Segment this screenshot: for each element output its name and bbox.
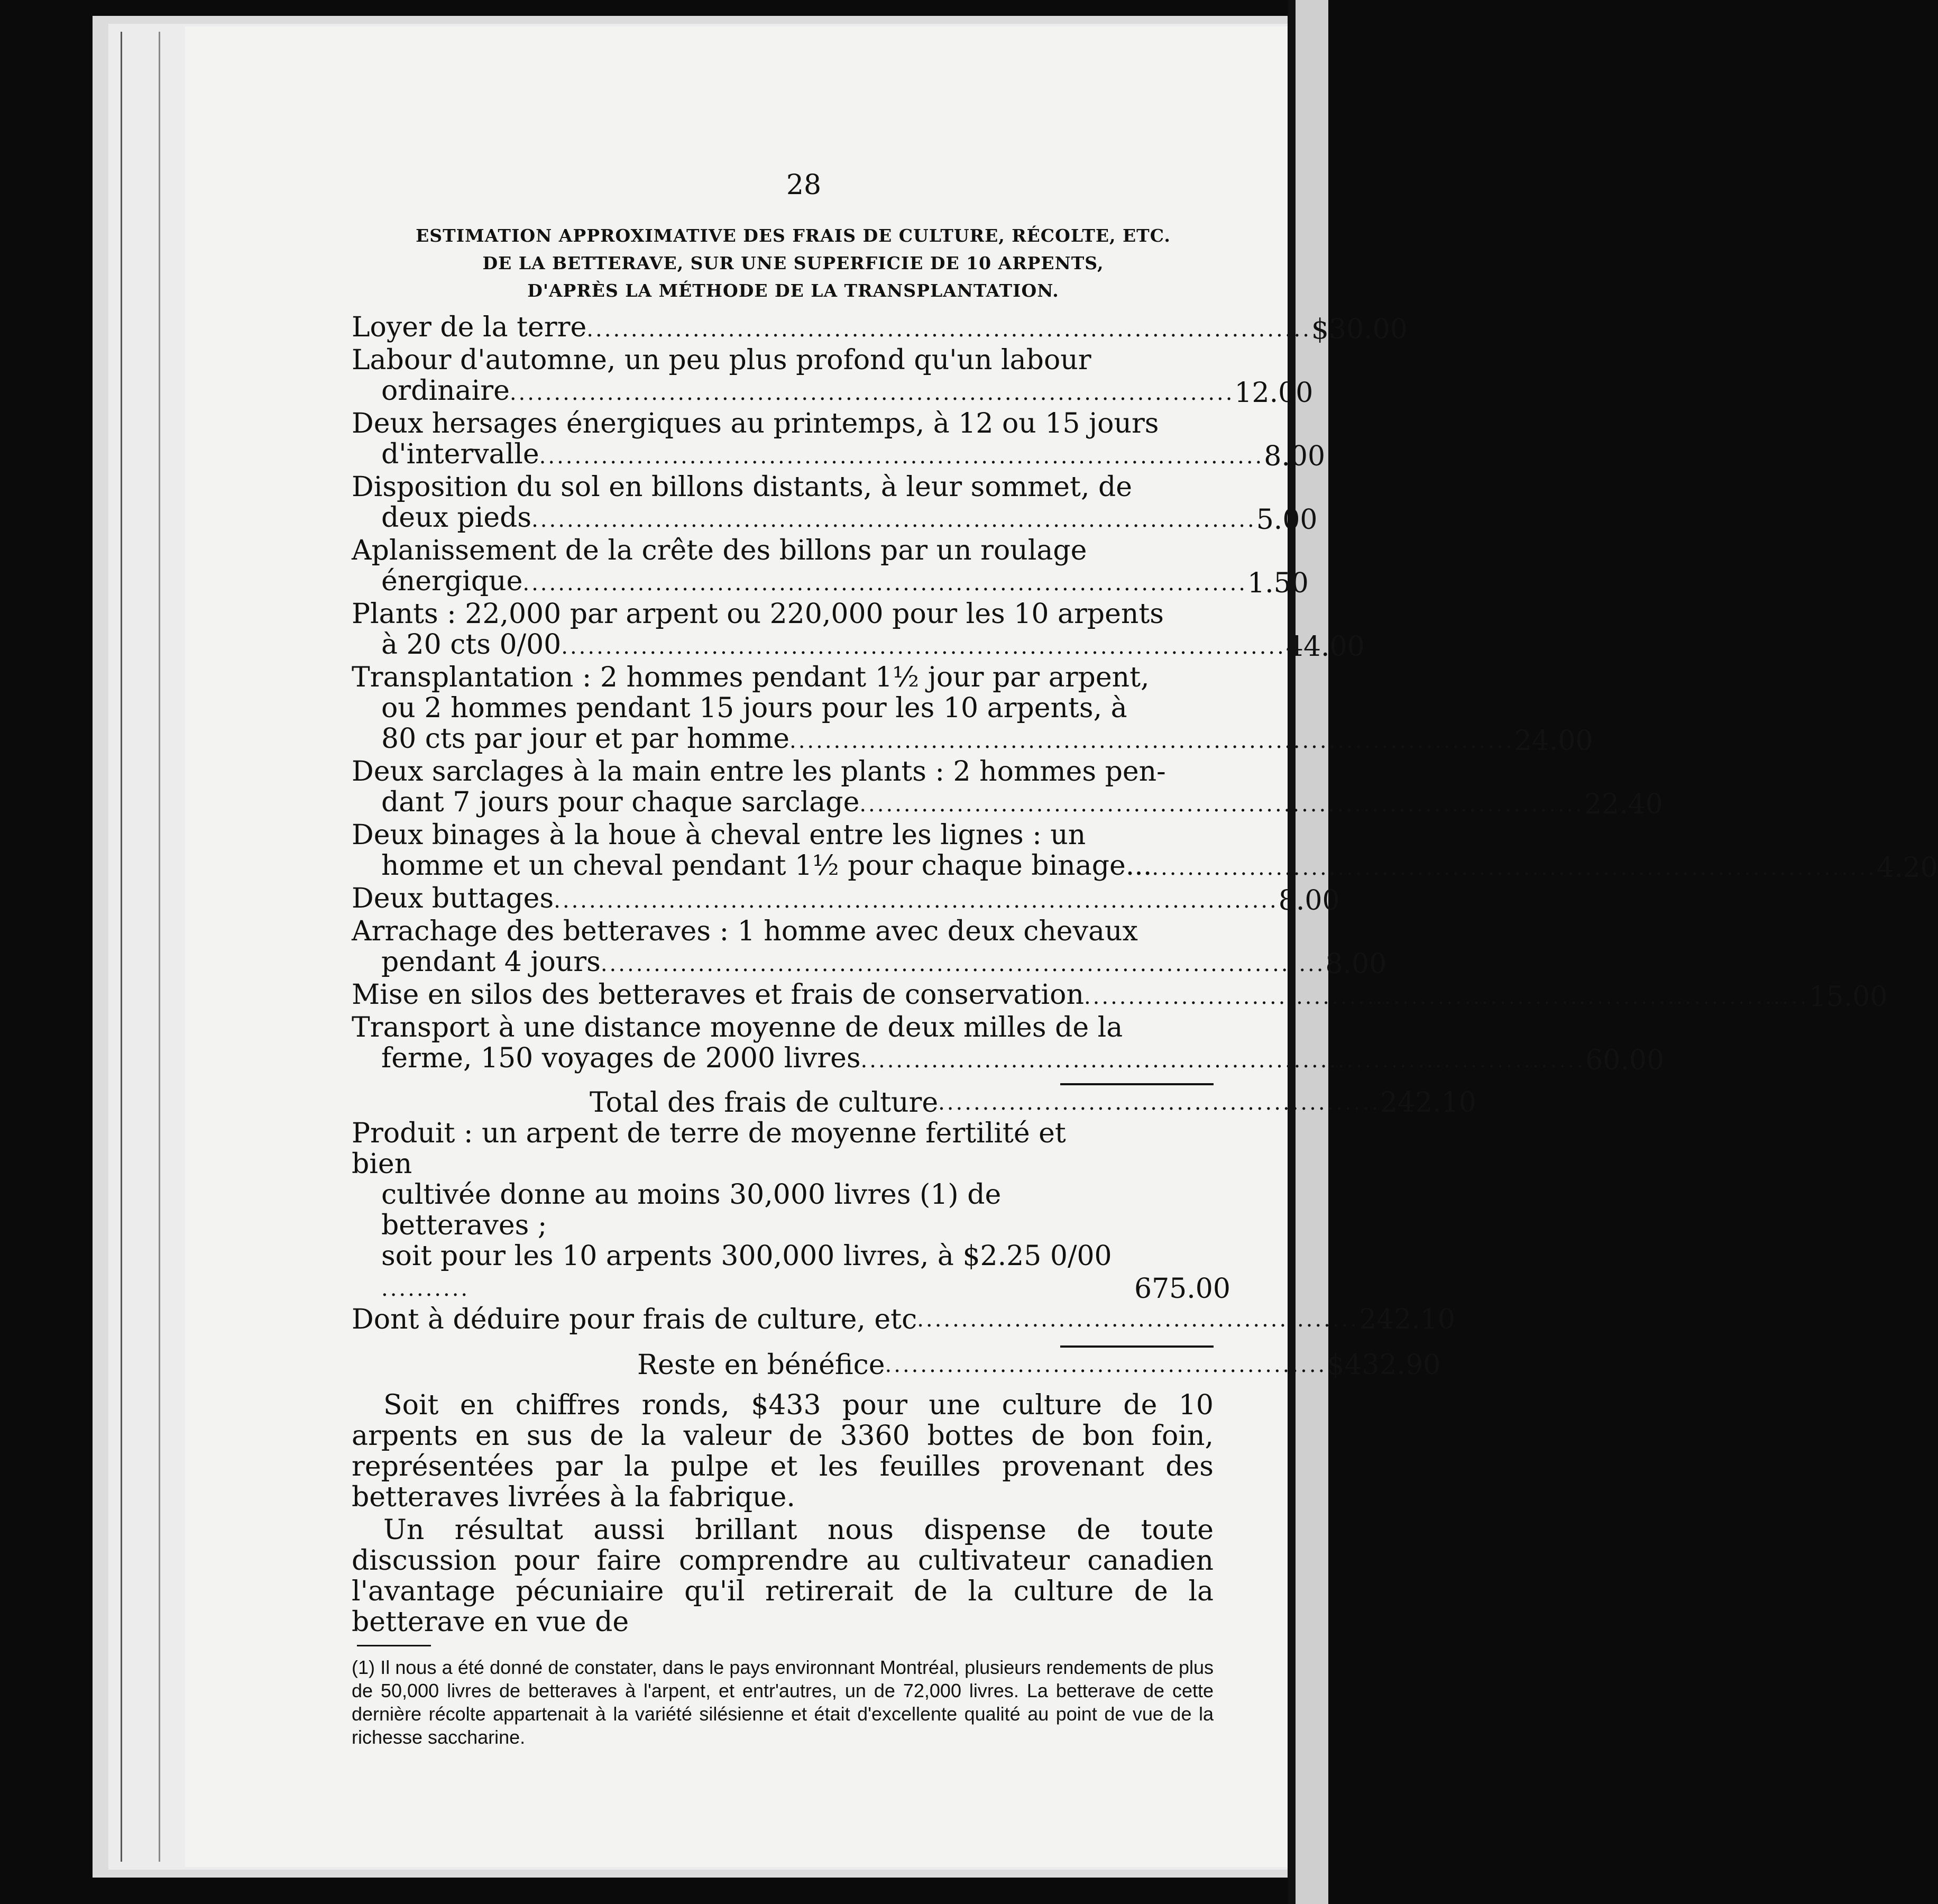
cost-row [352,662,1593,757]
cost-label-line: Transplantation : 2 hommes pendant 1½ jour par arpent, [352,662,1150,693]
cost-label-line: Plants : 22,000 par arpent ou 220,000 pour les 10 arpents [352,598,1164,630]
cost-table [352,312,1938,1076]
page-edge-line [121,32,122,1862]
cost-label-line: Deux hersages énergiques au printemps, à 12 ou 15 jours [352,408,1159,440]
leader-dots: .................................................. [917,1307,1359,1332]
leader-dots: .................................................................................. [531,508,1256,532]
leader-dots: .................................................................................. [522,571,1247,596]
cost-row [352,883,1340,917]
cost-label-line: Disposition du sol en billons distants, à leur sommet, de [352,471,1133,503]
cost-label-line: Aplanissement de la crête des billons par un roulage [352,535,1087,566]
sum-rule [1060,1345,1214,1348]
cost-label-line: Mise en silos des betteraves et frais de conservation [352,979,1084,1011]
body-text [352,1390,1214,1637]
cost-label-line: Labour d'automne, un peu plus profond qu'un labour [352,344,1091,376]
cost-label-line: Deux sarclages à la main entre les plants : 2 hommes pen- [352,756,1166,788]
remainder-label: Reste en bénéfice [637,1349,885,1381]
cost-row [352,979,1888,1013]
cost-label-line: ferme, 150 voyages de 2000 livres [381,1042,861,1074]
leader-dots: .................................................................................. [586,317,1311,342]
footnote-rule [357,1645,431,1646]
cost-label-line: dant 7 jours pour chaque sarclage [381,786,860,818]
cost-label-line: deux pieds [381,502,532,534]
leader-dots: .................................................................................. [561,635,1286,659]
leader-dots: .................................................................................. [539,444,1264,469]
cost-amount: 22.40 [1584,789,1663,820]
sum-rule [1060,1083,1214,1085]
leader-dots: .................................................................................. [1152,856,1877,880]
paragraph: Soit en chiffres ronds, $433 pour une culture de 10 arpents en sus de la valeur de 3360 bottes de bon foin, représentées par la pulpe et les feuilles provenant des betteraves livrées à la fabrique. [352,1389,1214,1513]
deduct-amount: 242.10 [1358,1304,1455,1335]
cost-amount: 8.00 [1264,441,1326,472]
cost-row [352,471,1318,536]
cost-amount: $30.00 [1311,314,1408,345]
product-row [352,1118,1230,1305]
deduct-label: Dont à déduire pour frais de culture, etc [352,1304,917,1335]
page-edge-line [159,32,160,1862]
remainder-row [352,1349,1441,1381]
paragraph: Un résultat aussi brillant nous dispense de toute discussion pour faire comprendre au cultivateur canadien l'avantage pécuniaire qu'il retirerait de la culture de la betterave en vue de [352,1514,1214,1638]
cost-label-line: ou 2 hommes pendant 15 jours pour les 10 arpents, à [381,692,1127,724]
cost-row [352,756,1663,820]
cost-row [352,916,1387,980]
product-line: Produit : un arpent de terre de moyenne fertilité et bien [352,1118,1066,1180]
cost-label-line: à 20 cts 0/00 [381,629,562,661]
cost-label-line: Deux binages à la houe à cheval entre les lignes : un [352,819,1086,851]
cost-amount: 15.00 [1808,981,1888,1013]
leader-dots: .................................................................................. [1083,985,1809,1009]
deduct-row [352,1304,1455,1335]
heading-line: DE LA BETTERAVE, SUR UNE SUPERFICIE DE 10 ARPENTS, [482,253,1104,273]
product-line: cultivée donne au moins 30,000 livres (1) de betteraves ; [381,1179,1002,1241]
leader-dots: .................................................. [938,1091,1380,1115]
cost-label-line: énergique [381,565,523,597]
leader-dots: .................................................................................. [860,1048,1586,1073]
totals-section [352,1083,1476,1381]
book-page [185,26,1938,1867]
leader-dots: .................................................................................. [789,729,1514,753]
cost-amount: 1.50 [1247,567,1309,599]
cost-amount: 8.00 [1325,948,1387,980]
cost-label-line: Loyer de la terre [352,312,587,343]
cost-amount: 12.00 [1234,377,1314,409]
leader-dots: .................................................. [885,1353,1327,1377]
footnote: (1) Il nous a été donné de constater, dans le pays environnant Montréal, plusieurs rendements de plus de 50,000 livres de betteraves à l'arpent, et entr'autres, un de 72,000 livres. La betterave de cette dernière récolte appartenait à la variété silésienne et était d'excellente qualité au point de vue de la richesse saccharine. [352,1656,1214,1748]
cost-row [352,408,1326,472]
page-content [352,169,1938,1749]
leader-dots: .................................................................................. [859,792,1584,817]
cost-row [352,1012,1665,1076]
cost-row [352,819,1938,884]
leader-dots: .................................................................................. [554,889,1279,913]
cost-label-line: 80 cts par jour et par homme [381,723,789,755]
cost-amount: 4.20 [1876,852,1938,884]
cost-row [352,598,1365,663]
cost-label-line: d'intervalle [381,438,539,470]
cost-label-line: homme et un cheval pendant 1½ pour chaque binage... [381,850,1152,882]
cost-row [352,344,1314,409]
cost-amount: 60.00 [1585,1045,1665,1076]
heading-line: D'APRÈS LA MÉTHODE DE LA TRANSPLANTATION. [527,280,1059,301]
total-amount: 242.10 [1380,1087,1476,1119]
heading-line: ESTIMATION APPROXIMATIVE DES FRAIS DE CULTURE, RÉCOLTE, ETC. [416,225,1171,246]
cost-label-line: pendant 4 jours [381,946,601,978]
product-amount: 675.00 [1134,1273,1230,1305]
total-label: Total des frais de culture [590,1087,939,1119]
page-number: 28 [786,169,822,201]
cost-row [352,535,1309,599]
cost-label-line: Transport à une distance moyenne de deux milles de la [352,1012,1123,1043]
cost-label-line: ordinaire [381,375,510,407]
table-heading [352,222,1214,305]
cost-label-line: Deux buttages [352,883,554,914]
cost-amount: 5.00 [1256,504,1318,536]
leader-dots: .................................................................................. [509,381,1235,405]
cost-label-line: Arrachage des betteraves : 1 homme avec deux chevaux [352,916,1138,947]
remainder-amount: $432.90 [1327,1349,1441,1381]
cost-amount: 8.00 [1278,885,1340,917]
leader-dots: .................................................................................. [600,952,1326,976]
cost-row [352,312,1408,345]
total-row [352,1087,1476,1119]
product-line: soit pour les 10 arpents 300,000 livres, à $2.25 0/00 [381,1240,1112,1272]
leader-dots: .......... [381,1277,470,1301]
cost-amount: 24.00 [1514,725,1593,757]
cost-amount: 44.00 [1285,631,1365,663]
